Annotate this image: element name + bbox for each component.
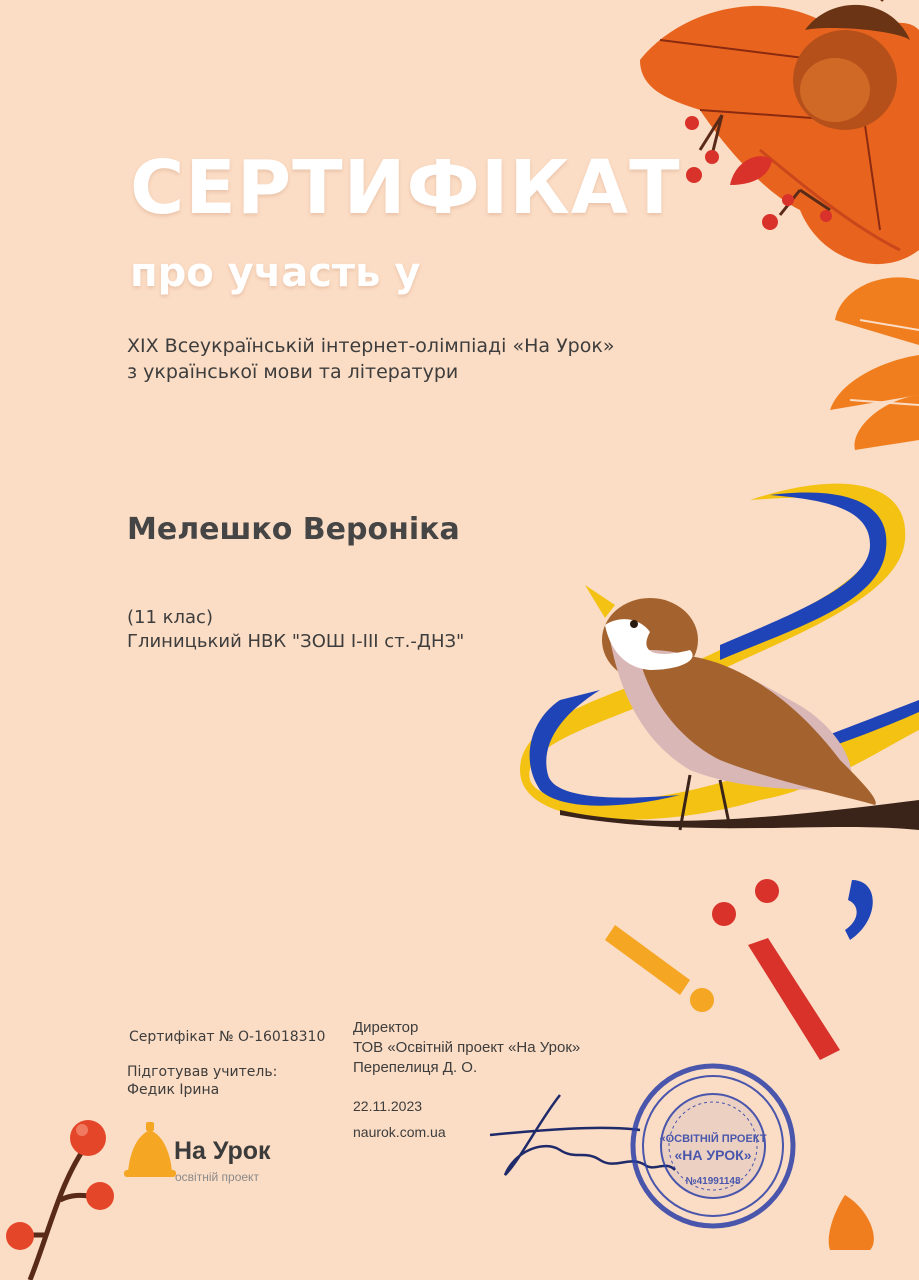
teacher-name: Федик Ірина	[127, 1082, 220, 1098]
director-title: Директор	[353, 1019, 419, 1036]
ginkgo-leaves-illustration	[830, 277, 919, 450]
teacher-info	[127, 1063, 277, 1099]
event-description	[127, 333, 687, 385]
logo-name: На Урок	[174, 1137, 271, 1165]
svg-text:№41991148: №41991148	[685, 1176, 741, 1187]
teacher-label: Підготував учитель:	[127, 1064, 278, 1080]
certificate-number: Сертифікат № О-16018310	[129, 1029, 326, 1045]
berries-bottom-illustration	[6, 1120, 114, 1280]
logo-tagline: освітній проект	[175, 1170, 259, 1184]
issue-date: 22.11.2023	[353, 1098, 423, 1114]
signature-image	[490, 1095, 675, 1175]
certificate-subtitle: про участь у	[130, 250, 421, 296]
ginkgo-leaf-bottom-illustration	[829, 1195, 874, 1250]
director-name: Перепелиця Д. О.	[353, 1059, 478, 1076]
website-link: naurok.com.ua	[353, 1124, 446, 1140]
participant-grade: (11 клас)	[127, 607, 213, 628]
certificate-title: СЕРТИФІКАТ	[130, 145, 681, 231]
punctuation-decorations	[605, 879, 873, 1060]
director-org: ТОВ «Освітній проект «На Урок»	[353, 1039, 581, 1056]
participant-details	[127, 606, 464, 654]
svg-text:«ОСВІТНІЙ ПРОЕКТ: «ОСВІТНІЙ ПРОЕКТ	[659, 1133, 767, 1145]
svg-text:«НА УРОК»: «НА УРОК»	[674, 1147, 752, 1163]
event-line-1: XIX Всеукраїнській інтернет-олімпіаді «На Урок»	[127, 335, 615, 357]
bell-icon	[124, 1122, 176, 1177]
participant-name: Мелешко Вероніка	[127, 512, 460, 547]
official-stamp-seal	[633, 1066, 793, 1226]
event-line-2: з української мови та літератури	[127, 361, 459, 383]
director-info	[353, 1018, 580, 1078]
participant-school: Глиницький НВК "ЗОШ І-ІІІ ст.-ДНЗ"	[127, 631, 465, 652]
